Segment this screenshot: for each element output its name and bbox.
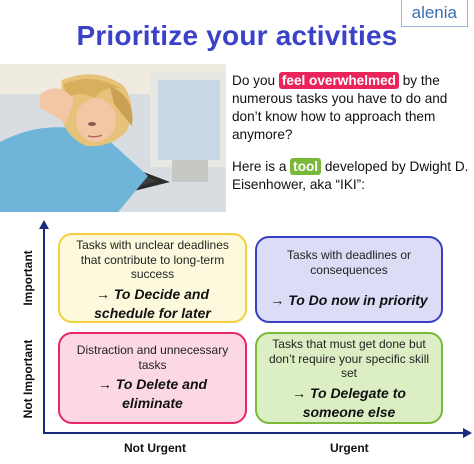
urgency-axis	[43, 432, 467, 434]
importance-axis	[43, 226, 45, 432]
quadrant-delete	[58, 332, 247, 424]
intro-question: Do you feel overwhelmed by the numerous tasks you have to do and don’t know how to approach them anymore?	[232, 73, 448, 142]
quadrant-do-action: → To Do now in priority	[270, 292, 428, 308]
stressed-woman-photo	[0, 64, 226, 212]
importance-axis-arrow	[39, 220, 49, 229]
feel-overwhelmed-highlight: feel overwhelmed	[279, 72, 399, 89]
quadrant-decide-description: Tasks with unclear deadlines that contribute to long-term success	[76, 238, 229, 281]
urgency-axis-arrow	[463, 428, 472, 438]
quadrant-delegate-description: Tasks that must get done but don’t require your specific skill set	[268, 337, 430, 380]
x-label-urgent: Urgent	[330, 441, 369, 455]
quadrant-delegate-action: → To Delegate to someone else	[292, 384, 406, 420]
x-label-not-urgent: Not Urgent	[124, 441, 186, 455]
tool-highlight: tool	[290, 158, 321, 175]
quadrant-delete-description: Distraction and unnecessary tasks	[76, 343, 229, 372]
quadrant-delegate	[255, 332, 443, 424]
quadrant-delete-action: → To Delete and eliminate	[97, 376, 208, 411]
alenia-logo: alenia	[401, 0, 468, 27]
y-label-important: Important	[21, 250, 35, 306]
quadrant-do-description: Tasks with deadlines or consequences	[286, 248, 412, 277]
page-title: Prioritize your activities	[76, 20, 398, 51]
y-label-not-important: Not Important	[21, 339, 35, 419]
quadrant-decide	[58, 233, 247, 323]
quadrant-decide-action: → To Decide and schedule for later	[94, 285, 211, 321]
quadrant-do	[255, 236, 443, 323]
intro-text	[232, 72, 470, 208]
intro-tool-statement: Here is a tool developed by Dwight D. Eisenhower, aka “IKI”:	[232, 159, 469, 192]
